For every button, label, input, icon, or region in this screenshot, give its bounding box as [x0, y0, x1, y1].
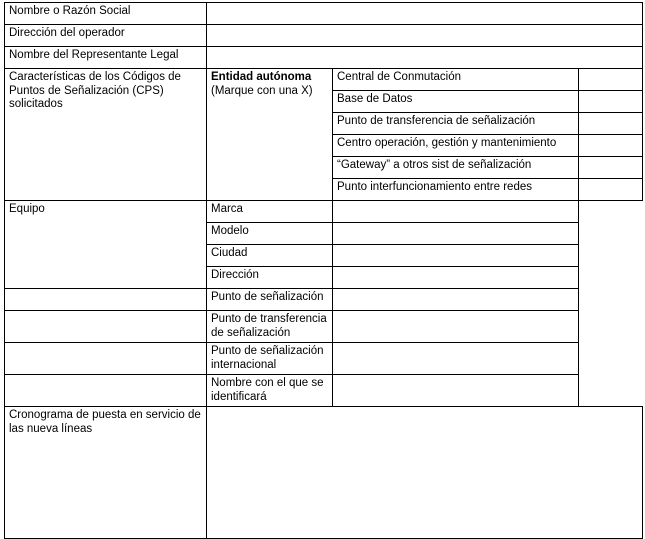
field-direccion-operador[interactable]	[207, 25, 643, 47]
field-nombre-representante[interactable]	[207, 47, 643, 69]
value-field[interactable]	[333, 267, 579, 289]
table-row	[5, 375, 643, 407]
mark-field[interactable]	[579, 113, 643, 135]
table-row	[5, 311, 643, 343]
list-item: “Gateway” a otros sist de señalización	[333, 157, 579, 179]
table-row	[5, 3, 643, 25]
label-cronograma: Cronograma de puesta en servicio de las nueva líneas	[5, 407, 207, 539]
list-item: Punto de señalización	[207, 289, 333, 311]
table-row	[5, 343, 643, 375]
table-row	[5, 47, 643, 69]
mark-field[interactable]	[579, 135, 643, 157]
value-field[interactable]	[333, 201, 579, 223]
spacer-cell	[5, 289, 207, 311]
value-field[interactable]	[333, 289, 579, 311]
field-nombre-razon-social[interactable]	[207, 3, 643, 25]
value-field[interactable]	[333, 343, 579, 375]
form-table	[4, 2, 643, 539]
table-row	[5, 407, 643, 539]
list-item: Dirección	[207, 267, 333, 289]
list-item: Base de Datos	[333, 91, 579, 113]
list-item: Nombre con el que se identificará	[207, 375, 333, 407]
signalling-codes-form	[0, 2, 645, 451]
label-direccion-operador: Dirección del operador	[5, 25, 207, 47]
table-row	[5, 69, 643, 91]
list-item: Central de Conmutación	[333, 69, 579, 91]
list-item: Ciudad	[207, 245, 333, 267]
mark-field[interactable]	[579, 91, 643, 113]
table-row	[5, 201, 643, 223]
list-item: Punto de señalización internacional	[207, 343, 333, 375]
field-cronograma[interactable]	[207, 407, 643, 539]
value-field[interactable]	[333, 311, 579, 343]
spacer-cell	[5, 311, 207, 343]
spacer-cell	[5, 343, 207, 375]
group-entidad-autonoma-note: (Marque con una X)	[211, 84, 313, 97]
mark-field[interactable]	[579, 179, 643, 201]
mark-field[interactable]	[579, 69, 643, 91]
value-field[interactable]	[333, 223, 579, 245]
value-field[interactable]	[333, 375, 579, 407]
list-item: Punto de transferencia de señalización	[333, 113, 579, 135]
value-field[interactable]	[333, 245, 579, 267]
spacer-cell	[5, 375, 207, 407]
list-item: Modelo	[207, 223, 333, 245]
label-nombre-razon-social: Nombre o Razón Social	[5, 3, 207, 25]
group-entidad-autonoma-title: Entidad autónoma	[211, 71, 312, 83]
list-item: Punto de transferencia de señalización	[207, 311, 333, 343]
table-row	[5, 25, 643, 47]
label-nombre-representante: Nombre del Representante Legal	[5, 47, 207, 69]
list-item: Punto interfuncionamiento entre redes	[333, 179, 579, 201]
mark-field[interactable]	[579, 157, 643, 179]
group-entidad-autonoma	[207, 69, 333, 201]
label-caracteristicas-cps: Características de los Códigos de Puntos de Señalización (CPS) solicitados	[5, 69, 207, 201]
group-equipo: Equipo	[5, 201, 207, 289]
list-item: Marca	[207, 201, 333, 223]
table-row	[5, 289, 643, 311]
list-item: Centro operación, gestión y mantenimiento	[333, 135, 579, 157]
